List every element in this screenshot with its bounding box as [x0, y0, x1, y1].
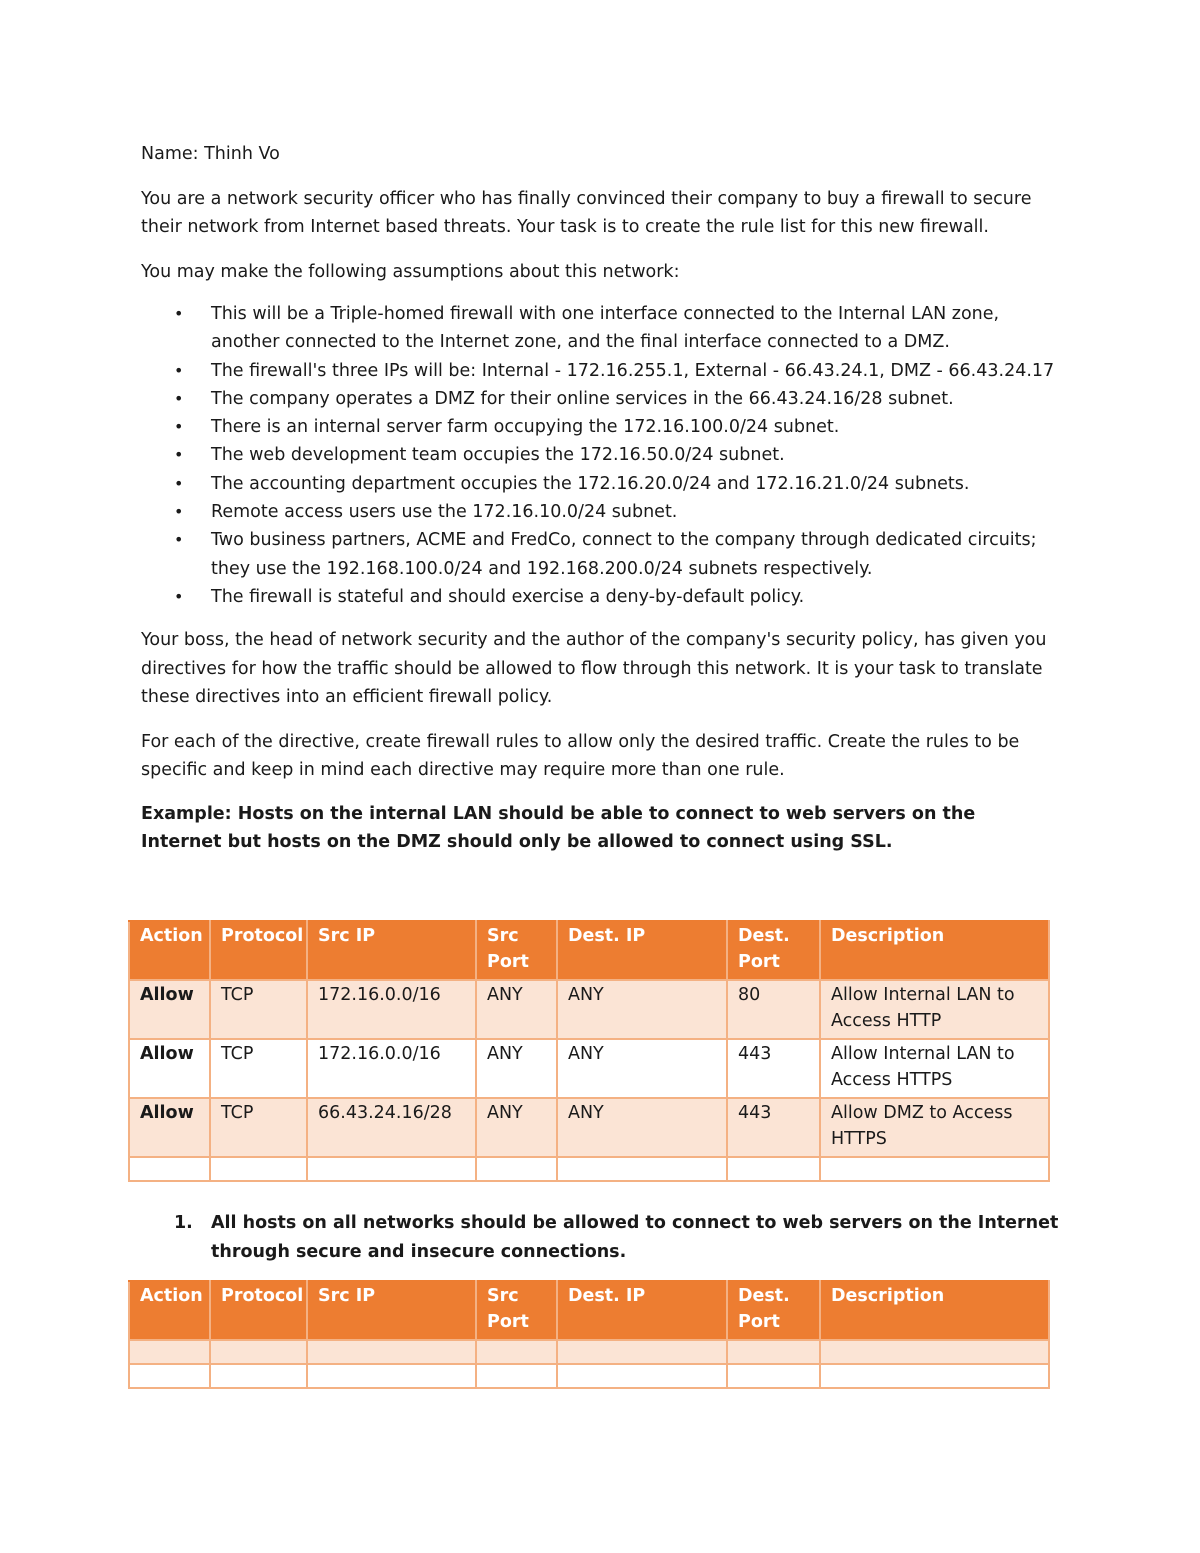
column-header-src-port: Src Port — [476, 921, 557, 980]
cell-dest-ip: ANY — [557, 980, 727, 1039]
empty-cell — [820, 1364, 1049, 1388]
bullet-icon: • — [174, 304, 184, 323]
empty-cell — [210, 1364, 307, 1388]
list-item: • The firewall is stateful and should exercise a deny-by-default policy. — [141, 583, 1061, 611]
list-item: • There is an internal server farm occupying the 172.16.100.0/24 subnet. — [141, 413, 1061, 441]
example-paragraph: Example: Hosts on the internal LAN should be able to connect to web servers on the Internet but hosts on the DMZ should only be allowed to connect using SSL. — [141, 803, 976, 853]
assumptions-list — [141, 300, 1061, 611]
empty-cell — [307, 1340, 476, 1364]
bullet-icon: • — [174, 586, 184, 606]
list-item: • The firewall's three IPs will be: Internal - 172.16.255.1, External - 66.43.24.1, DMZ - 66.43.24.17 — [141, 357, 1061, 385]
cell-description: Allow Internal LAN to Access HTTPS — [820, 1039, 1049, 1098]
column-header-action: Action — [129, 1281, 210, 1340]
cell-dest-port: 443 — [727, 1039, 820, 1098]
column-header-dest-ip: Dest. IP — [557, 921, 727, 980]
empty-cell — [129, 1157, 210, 1181]
list-item: • The web development team occupies the 172.16.50.0/24 subnet. — [141, 441, 1061, 469]
bullet-icon: • — [174, 502, 184, 522]
empty-cell — [476, 1340, 557, 1364]
cell-src-port: ANY — [476, 1039, 557, 1098]
column-header-protocol: Protocol — [210, 1281, 307, 1340]
table-row — [129, 980, 1049, 1039]
cell-protocol: TCP — [210, 1039, 307, 1098]
empty-cell — [727, 1157, 820, 1181]
empty-cell — [476, 1157, 557, 1181]
table-row-empty — [129, 1340, 1049, 1364]
question-number: 1. — [174, 1213, 193, 1233]
table-row — [129, 1098, 1049, 1157]
bullet-icon: • — [174, 360, 184, 380]
bullet-icon: • — [174, 530, 184, 550]
table-header-row — [129, 921, 1049, 980]
column-header-dest-ip: Dest. IP — [557, 1281, 727, 1340]
cell-protocol: TCP — [210, 980, 307, 1039]
document-body — [141, 140, 1061, 857]
empty-cell — [307, 1364, 476, 1388]
table-row-empty — [129, 1157, 1049, 1181]
empty-cell — [557, 1157, 727, 1181]
empty-cell — [476, 1364, 557, 1388]
list-item: • The accounting department occupies the 172.16.20.0/24 and 172.16.21.0/24 subnets. — [141, 470, 1061, 498]
bullet-icon: • — [174, 473, 184, 493]
intro-paragraph: You are a network security officer who has finally convinced their company to buy a firewall to secure their network from Internet based threats. Your task is to create the rule list for this new firewall. — [141, 188, 1032, 237]
cell-action: Allow — [129, 980, 210, 1039]
empty-cell — [820, 1157, 1049, 1181]
empty-cell — [820, 1340, 1049, 1364]
question-text: All hosts on all networks should be allowed to connect to web servers on the Internet through secure and insecure connections. — [211, 1213, 1059, 1262]
assumptions-intro: You may make the following assumptions about this network: — [141, 261, 680, 282]
empty-cell — [129, 1340, 210, 1364]
cell-src-port: ANY — [476, 980, 557, 1039]
empty-cell — [557, 1340, 727, 1364]
column-header-src-ip: Src IP — [307, 1281, 476, 1340]
cell-dest-port: 443 — [727, 1098, 820, 1157]
cell-src-ip: 66.43.24.16/28 — [307, 1098, 476, 1157]
list-item: • Remote access users use the 172.16.10.0/24 subnet. — [141, 498, 1061, 526]
cell-description: Allow Internal LAN to Access HTTP — [820, 980, 1049, 1039]
cell-dest-ip: ANY — [557, 1098, 727, 1157]
table-header-row — [129, 1281, 1049, 1340]
column-header-action: Action — [129, 921, 210, 980]
cell-dest-port: 80 — [727, 980, 820, 1039]
directive-paragraph: For each of the directive, create firewall rules to allow only the desired traffic. Create the rules to be specific and keep in mind each directive may require more than one rule. — [141, 731, 1020, 781]
column-header-description: Description — [820, 921, 1049, 980]
cell-description: Allow DMZ to Access HTTPS — [820, 1098, 1049, 1157]
column-header-dest-port: Dest. Port — [727, 1281, 820, 1340]
empty-cell — [129, 1364, 210, 1388]
cell-src-port: ANY — [476, 1098, 557, 1157]
bullet-icon: • — [174, 417, 184, 437]
column-header-src-ip: Src IP — [307, 921, 476, 980]
empty-cell — [727, 1364, 820, 1388]
bullet-icon: • — [174, 445, 184, 465]
cell-action: Allow — [129, 1098, 210, 1157]
list-item: • Two business partners, ACME and FredCo, connect to the company through dedicated circuits; they use the 192.168.100.0/24 and 192.168.200.0/24 subnets respectively. — [141, 526, 1061, 583]
name-line: Name: Thinh Vo — [141, 144, 280, 164]
bullet-icon: • — [174, 388, 184, 408]
cell-dest-ip: ANY — [557, 1039, 727, 1098]
question-1-rules-table — [128, 1280, 1050, 1389]
cell-protocol: TCP — [210, 1098, 307, 1157]
column-header-description: Description — [820, 1281, 1049, 1340]
empty-cell — [210, 1157, 307, 1181]
empty-cell — [210, 1340, 307, 1364]
table-row — [129, 1039, 1049, 1098]
empty-cell — [557, 1364, 727, 1388]
empty-cell — [727, 1340, 820, 1364]
question-1 — [141, 1209, 1061, 1266]
cell-action: Allow — [129, 1039, 210, 1098]
column-header-src-port: Src Port — [476, 1281, 557, 1340]
column-header-protocol: Protocol — [210, 921, 307, 980]
example-rules-table — [128, 920, 1050, 1182]
boss-paragraph: Your boss, the head of network security and the author of the company's security policy, has given you directives for how the traffic should be allowed to flow through this network. It is your task to translate these directives into an efficient firewall policy. — [141, 630, 1047, 708]
cell-src-ip: 172.16.0.0/16 — [307, 1039, 476, 1098]
table-row-empty — [129, 1364, 1049, 1388]
empty-cell — [307, 1157, 476, 1181]
list-item: • The company operates a DMZ for their online services in the 66.43.24.16/28 subnet. — [141, 385, 1061, 413]
column-header-dest-port: Dest. Port — [727, 921, 820, 980]
list-item: • This will be a Triple-homed firewall with one interface connected to the Internal LAN zone, another connected to the Internet zone, and the final interface connected to a DMZ. — [141, 300, 1061, 357]
cell-src-ip: 172.16.0.0/16 — [307, 980, 476, 1039]
